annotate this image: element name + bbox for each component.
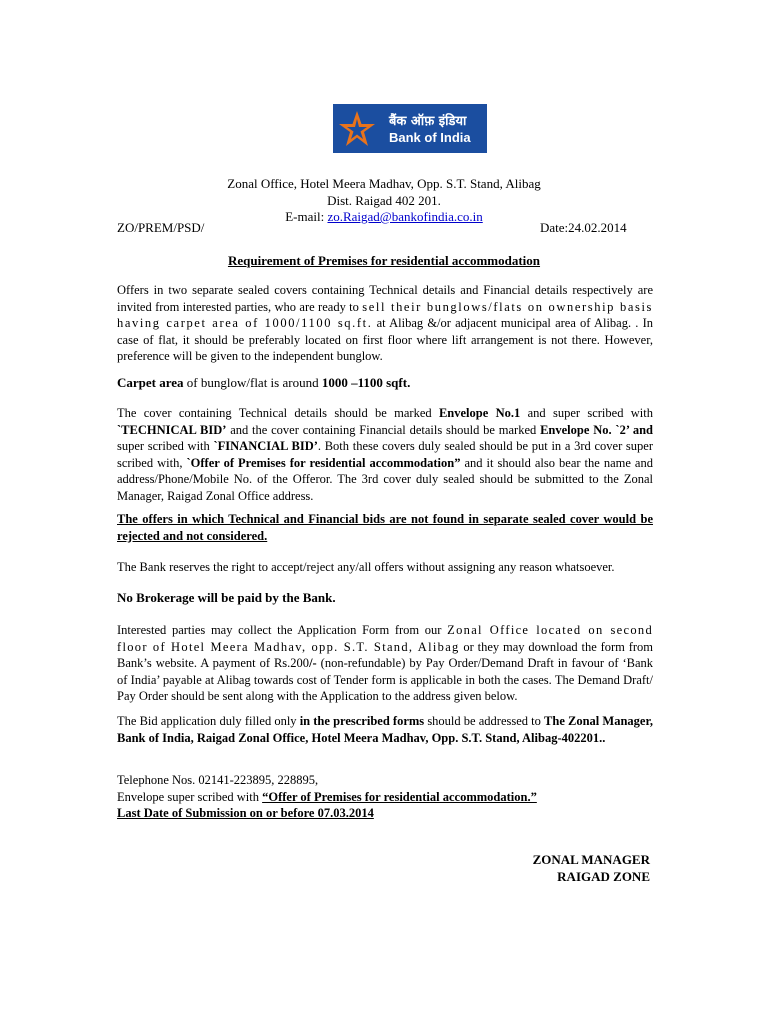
signature-title: ZONAL MANAGER bbox=[532, 852, 650, 867]
p8-bold-d: The Zonal Manager, Bank of India, Raigad Zonal Office, Hotel Meera Madhav, Opp. S.T. Stand, Alibag-402201.. bbox=[117, 714, 653, 745]
p4-bold-underlined: The offers in which Technical and Financial bids are not found in separate sealed cover would be rejected and not considered. bbox=[117, 512, 653, 543]
paragraph-contact bbox=[117, 772, 653, 822]
subject-heading: Requirement of Premises for residential accommodation bbox=[227, 253, 541, 268]
p8-text-c: should be addressed to bbox=[424, 714, 545, 728]
signature-zone: RAIGAD ZONE bbox=[557, 869, 650, 884]
star-icon bbox=[337, 109, 377, 149]
p8-bold-b: in the prescribed forms bbox=[299, 714, 425, 728]
envelope-line bbox=[117, 789, 653, 806]
email-line bbox=[0, 208, 768, 225]
paragraph-no-brokerage bbox=[117, 590, 653, 607]
last-date-line bbox=[117, 805, 653, 822]
p6-bold: No Brokerage will be paid by the Bank. bbox=[117, 590, 336, 605]
paragraph-offers bbox=[117, 282, 653, 365]
bank-logo bbox=[333, 104, 487, 153]
p3-bold-h: `FINANCIAL BID’ bbox=[213, 439, 318, 453]
last-date-text: Last Date of Submission on or before 07.03.2014 bbox=[117, 806, 374, 820]
paragraph-carpet-area bbox=[117, 375, 653, 392]
p3-text-a: The cover containing Technical details should be marked bbox=[117, 406, 439, 420]
p3-text-i: . Both these covers duly sealed should be put in a 3rd cover super scribed with, bbox=[117, 439, 653, 470]
p3-bold-b: Envelope No.1 bbox=[438, 406, 521, 420]
paragraph-rejection bbox=[117, 511, 653, 544]
p2-bold-a: Carpet area bbox=[117, 375, 184, 390]
p3-text-c: and super scribed with bbox=[520, 406, 653, 420]
telephone-line: Telephone Nos. 02141-223895, 228895, bbox=[117, 773, 319, 787]
p7-text-a: Interested parties may collect the Application Form from our bbox=[117, 623, 448, 637]
address-line-1: Zonal Office, Hotel Meera Madhav, Opp. S.T. Stand, Alibag bbox=[227, 176, 541, 191]
p7-text-b: Zonal Office located on second floor of Hotel Meera Madhav, opp. S.T. Stand, Alibag bbox=[117, 623, 654, 654]
p7-text-c: or they may download the form from Bank’s website. A payment of Rs.200 bbox=[117, 639, 653, 670]
p7-bold-d: /- bbox=[309, 656, 317, 670]
p2-text-b: of bunglow/flat is around bbox=[183, 375, 322, 390]
paragraph-application-form bbox=[117, 622, 653, 705]
address-line-2: Dist. Raigad 402 201. bbox=[327, 193, 441, 208]
p3-bold-f: Envelope No. `2’ and bbox=[540, 422, 654, 437]
paragraph-bid-address bbox=[117, 713, 653, 746]
p1-text-a: Offers in two separate sealed covers containing Technical details and Financial details respectively are invited from interested parties, who are ready to bbox=[117, 283, 653, 314]
reference-number: ZO/PREM/PSD/ bbox=[117, 220, 205, 235]
p7-text-e: (non-refundable) by Pay Order/Demand Draft in favour of ‘Bank of India’ payable at Alibag towards cost of Tender form is applicable in both the cases. The Demand Draft/ Pay Order should be sent along with the Application to the address given below. bbox=[117, 656, 653, 703]
paragraph-envelopes bbox=[117, 405, 653, 504]
p3-bold-j: `Offer of Premises for residential accommodation” bbox=[186, 455, 461, 470]
p3-text-g: super scribed with bbox=[117, 439, 214, 453]
p1-text-c: at Alibag &/or adjacent municipal area of Alibag. . In case of flat, it should be preferably located on first floor where lift arrangement is not there. However, preference will be given to the independent bunglow. bbox=[117, 316, 653, 363]
envelope-text-b: “Offer of Premises for residential accommodation.” bbox=[262, 789, 537, 804]
logo-hindi-text: बैंक ऑफ़ इंडिया bbox=[389, 114, 467, 129]
paragraph-reserves-right: The Bank reserves the right to accept/reject any/all offers without assigning any reason whatsoever. bbox=[117, 560, 615, 574]
p3-text-e: and the cover containing Financial details should be marked bbox=[226, 422, 541, 437]
email-label: E-mail: bbox=[285, 209, 328, 224]
p3-bold-d: `TECHNICAL BID’ bbox=[117, 422, 227, 437]
letter-date: Date:24.02.2014 bbox=[540, 220, 627, 235]
p2-bold-c: 1000 –1100 sqft. bbox=[321, 375, 411, 390]
p1-text-b: sell their bunglows/flats on ownership basis having carpet area of 1000/1100 sq.ft. bbox=[117, 299, 653, 330]
p3-text-k: and it should also bear the name and address/Phone/Mobile No. of the Offeror. The 3rd cover duly sealed should be submitted to the Zonal Manager, Raigad Zonal Office address. bbox=[117, 455, 653, 503]
email-link[interactable]: zo.Raigad@bankofindia.co.in bbox=[327, 209, 483, 224]
envelope-text-a: Envelope super scribed with bbox=[117, 789, 263, 804]
logo-english-text: Bank of India bbox=[389, 130, 471, 145]
p8-text-a: The Bid application duly filled only bbox=[117, 714, 300, 728]
